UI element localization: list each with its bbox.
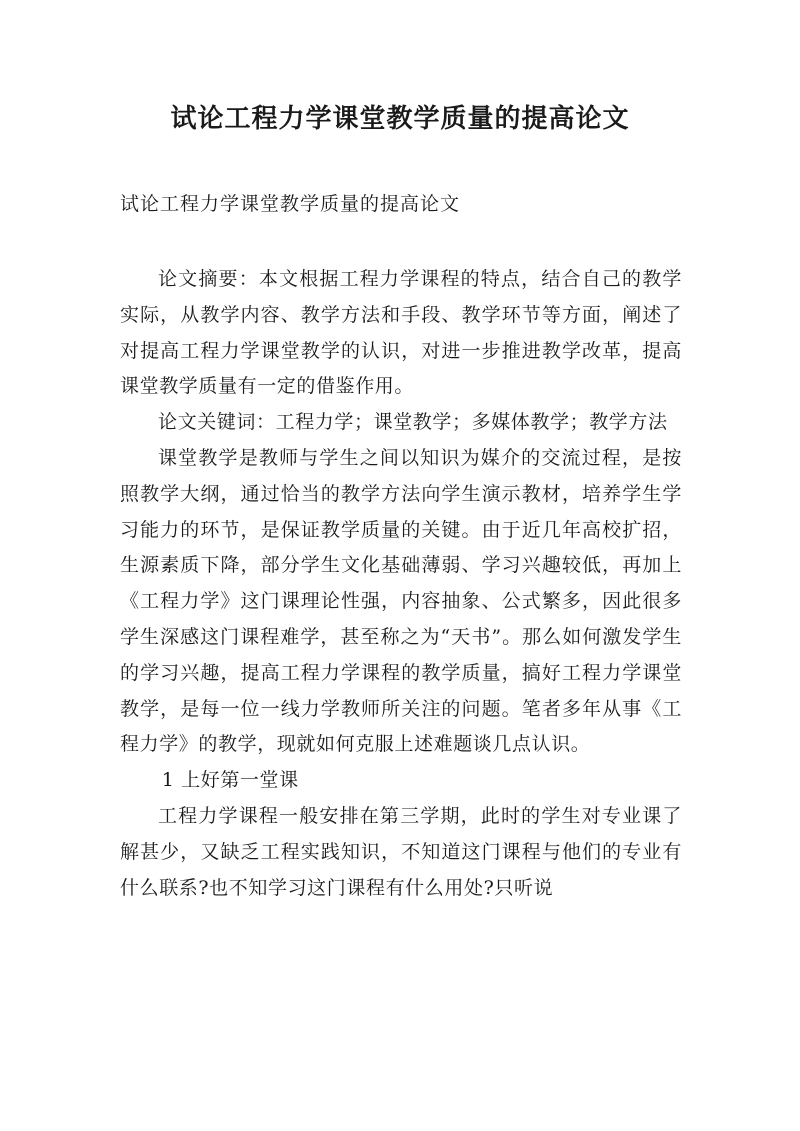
abstract-paragraph: 论文摘要：本文根据工程力学课程的特点，结合自己的教学实际，从教学内容、教学方法和手段、教学环节等方面，阐述了对提高工程力学课堂教学的认识，对进一步推进教学改革，提高课堂教学质量有一定的借鉴作用。	[120, 268, 682, 398]
document-title: 试论工程力学课堂教学质量的提高论文	[170, 104, 630, 134]
body-paragraph: 课堂教学是教师与学生之间以知识为媒介的交流过程，是按照教学大纲，通过恰当的教学方法向学生演示教材，培养学生学习能力的环节，是保证教学质量的关键。由于近几年高校扩招，生源素质下降，部分学生文化基础薄弱、学习兴趣较低，再加上《工程力学》这门课理论性强，内容抽象、公式繁多，因此很多学生深感这门课程难学，甚至称之为“天书”。那么如何激发学生的学习兴趣，提高工程力学课程的教学质量，搞好工程力学课堂教学，是每一位一线力学教师所关注的问题。笔者多年从事《工程力学》的教学，现就如何克服上述难题谈几点认识。	[120, 446, 682, 756]
document-subtitle: 试论工程力学课堂教学质量的提高论文	[120, 193, 461, 215]
body-paragraph: 工程力学课程一般安排在第三学期，此时的学生对专业课了解甚少，又缺乏工程实践知识，不知道这门课程与他们的专业有什么联系?也不知学习这门课程有什么用处?只听说	[120, 804, 682, 899]
document-body	[120, 262, 682, 906]
keywords-paragraph: 论文关键词：工程力学；课堂教学；多媒体教学；教学方法	[158, 411, 668, 434]
section-heading: 1 上好第一堂课	[161, 769, 299, 792]
